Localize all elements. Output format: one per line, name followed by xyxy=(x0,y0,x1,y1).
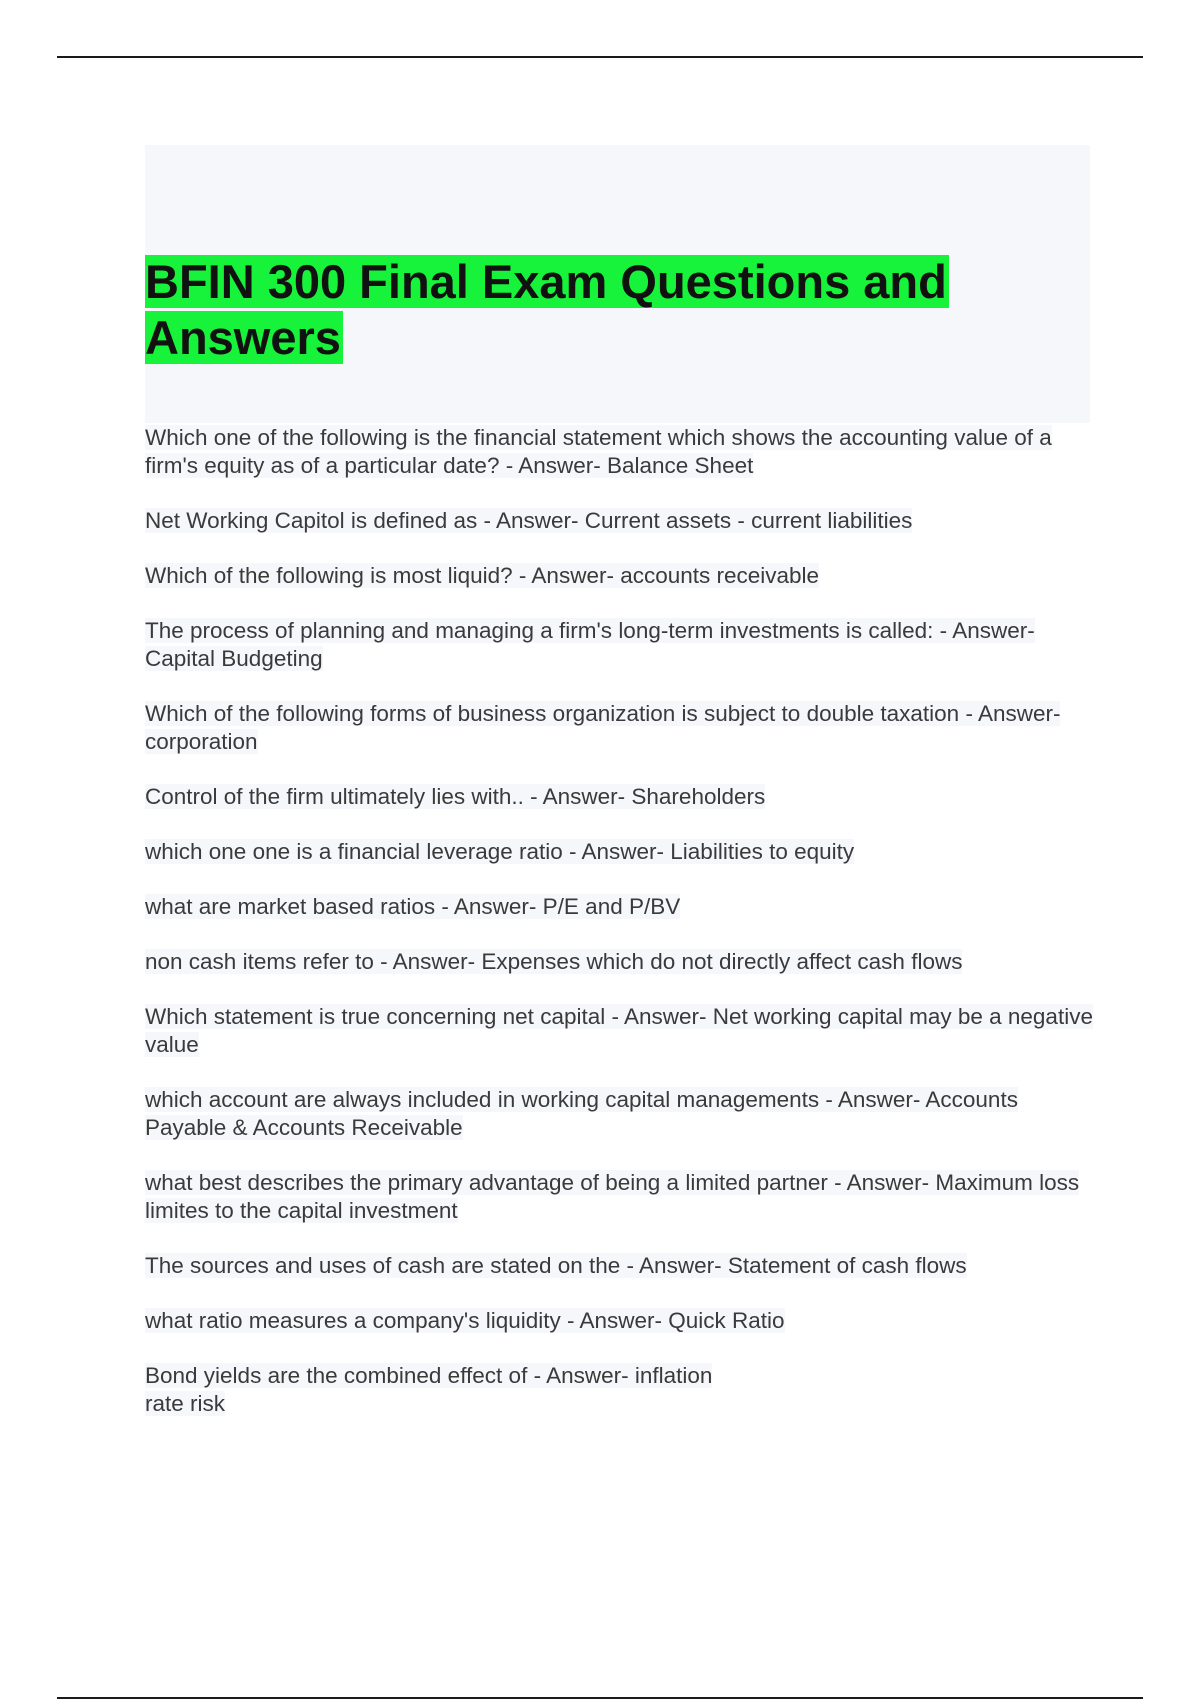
qa-text: what are market based ratios - Answer- P/E and P/BV xyxy=(145,894,681,919)
document-title-text: BFIN 300 Final Exam Questions and Answers xyxy=(145,255,947,364)
qa-item-6 xyxy=(145,783,1095,811)
qa-item-12 xyxy=(145,1169,1095,1225)
qa-text: Control of the firm ultimately lies with.. - Answer- Shareholders xyxy=(145,784,766,809)
qa-item-1 xyxy=(145,424,1095,480)
document-title xyxy=(145,254,975,366)
qa-item-10 xyxy=(145,1003,1095,1059)
qa-text: The process of planning and managing a firm's long-term investments is called: - Answer- Capital Budgeting xyxy=(145,618,1035,671)
qa-item-4 xyxy=(145,617,1095,673)
qa-item-2 xyxy=(145,507,1095,535)
top-rule xyxy=(57,56,1143,58)
qa-text: Net Working Capitol is defined as - Answer- Current assets - current liabilities xyxy=(145,508,913,533)
qa-item-13 xyxy=(145,1252,1095,1280)
qa-item-9 xyxy=(145,948,1095,976)
qa-text: what ratio measures a company's liquidity - Answer- Quick Ratio xyxy=(145,1308,785,1333)
qa-text: Bond yields are the combined effect of - Answer- inflation rate risk xyxy=(145,1363,713,1416)
qa-item-11 xyxy=(145,1086,1095,1142)
qa-item-7 xyxy=(145,838,1095,866)
qa-text: Which of the following is most liquid? - Answer- accounts receivable xyxy=(145,563,820,588)
qa-text: non cash items refer to - Answer- Expenses which do not directly affect cash flows xyxy=(145,949,963,974)
qa-text: which one one is a financial leverage ratio - Answer- Liabilities to equity xyxy=(145,839,855,864)
qa-text: The sources and uses of cash are stated on the - Answer- Statement of cash flows xyxy=(145,1253,967,1278)
qa-text: Which of the following forms of business organization is subject to double taxation - Answer- corporation xyxy=(145,701,1061,754)
bottom-rule xyxy=(57,1697,1143,1699)
qa-item-5 xyxy=(145,700,1095,756)
qa-text: which account are always included in working capital managements - Answer- Accounts Payable & Accounts Receivable xyxy=(145,1087,1018,1140)
qa-text: Which statement is true concerning net capital - Answer- Net working capital may be a negative value xyxy=(145,1004,1093,1057)
qa-item-14 xyxy=(145,1307,1095,1335)
qa-item-15 xyxy=(145,1362,1095,1418)
qa-item-8 xyxy=(145,893,1095,921)
qa-item-3 xyxy=(145,562,1095,590)
qa-text: what best describes the primary advantage of being a limited partner - Answer- Maximum loss limites to the capital investment xyxy=(145,1170,1080,1223)
qa-list xyxy=(145,424,1095,1445)
qa-text: Which one of the following is the financial statement which shows the accounting value of a firm's equity as of a particular date? - Answer- Balance Sheet xyxy=(145,425,1052,478)
